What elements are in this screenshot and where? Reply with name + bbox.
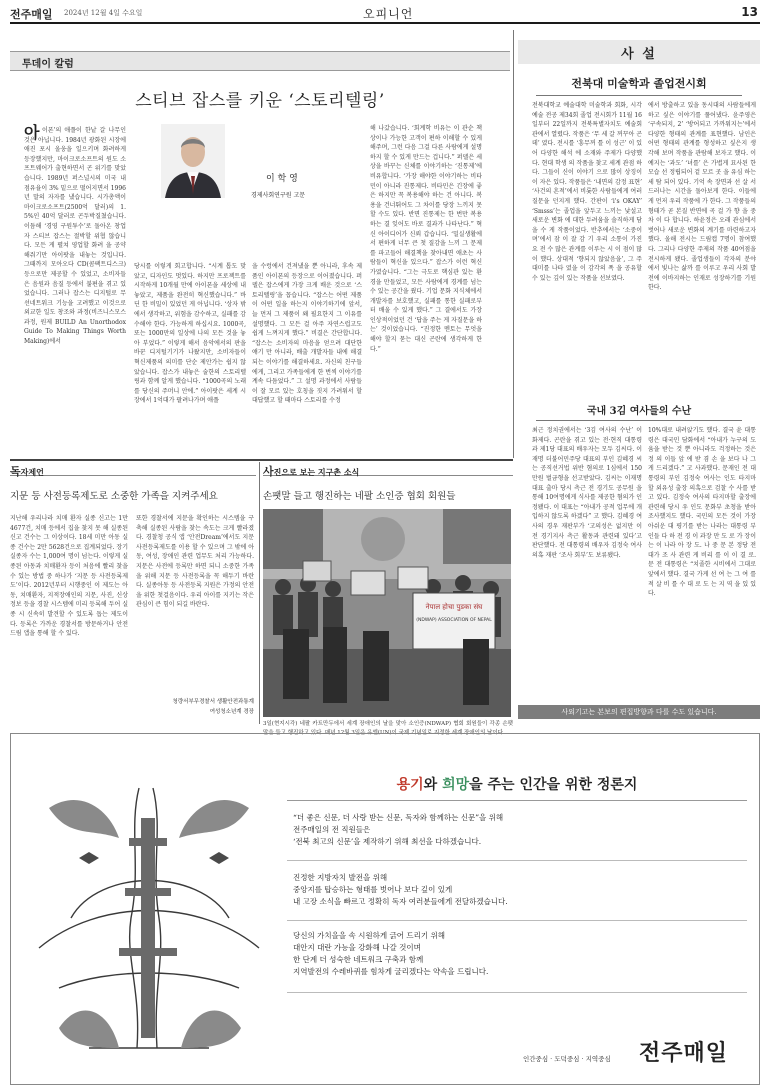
column-text-col4: 해 나갔습니다. ‘회계학 비유는 이 관순 책상이나 가능한 고객이 편하 이해할 수 있게 해주며, 그런 다음 그걸 다른 사람에게 설명하지 할 수 있게 만드는 겁니다.” 퍼델은 세상을 바꾸는 신체를 이야기하는 ‘진통제’에 비유합니다. ‘가장 해야한 이야기하는 비타민이 아니라 진통제다. 비타민은 긴장에 좋은 하지만 꼭 복용해야 하는 건 아니다. 복용을 건너뛰어도 그 차이를 당장 느끼지 못할 수도 있다. 반면 진통제는 한 번만 복용하는 결 잊어도 바로 결과가 나타난다.” 혁신 아이디어가 신뢰 갑습니다. ‘밀실생활에서 편하게 너무 큰 첫 질감을 느끼 그 문제를 파고들어 해결책을 찾아내면 애초는 사람들이 혁신을 있으다.” 잡스가 이런 혁신가였습니다. “그는 극도로 핵심관 있는 환경을 만들었고, 모든 사람에게 경계를 넘는 수 있는 공간을 줬다. 기업 문화 지식체에서 개발자를 보호했고, 실패를 통한 실패로부터 배울 수 있게 했다.” 그 결에서도 가장 인상적이었던 건 ‘답을 주는 게 자질문을 하는’ 것이었습니다. “진정한 멘토는 무엇을 해야 할지 묻는 대신 곤란에 생각하게 한다.” bbox=[370, 125, 482, 353]
photo-news-image bbox=[263, 509, 511, 717]
dokja-title: 지문 등 사전등록제도로 소중한 가족을 지켜주세요 bbox=[10, 491, 218, 502]
ad-box bbox=[10, 733, 760, 1085]
dokja-label-first: 독 bbox=[10, 465, 21, 478]
editorial-text-col1: 전북대학교 예술대학 미술학과 회화, 시각예술 전공 제34회 졸업 전시회가 11월 16일부터 22일까지 전북특별자치도 예술회관에서 열렸다. 작품은 ‘무 세 갈 꺼꾸아 곤데’ 였다. 전시를 ‘흥무꺼 틀 이 성근’ 이 있어 다양한 해석 에 소재와 주제가 다양했다. 현대 학생 의 작품을 찾고 세계 관점 하다. 그들이 신이 이야기 으로 많이 상징이 이 자은 있다. 작품들은 ‘내면의 감정 표현’ ‘사건의 흔적’에서 비롯한 사람들에게 여러 질문을 던지게 했다. 간판이 ‘i's OKAY’ ‘Smsss’는 졸업을 앞두고 느끼는 낯설고 새로운 변화 에 대한 두려움을 솔직하게 담을 수 게 작품이었다. 반추에서는 ‘소중이며’에서 잠 이 잘 감 기 우리 소통이 가진 요 전 수 많은 관계를 이루는 시 이 점이 많이 했다. 상대적 ‘향되지 않았음을’, 그 주 대미를 나타 였을 이 감각의 폭 을 공유할 수 있는 깊이 있는 작품을 선보였다. bbox=[532, 102, 642, 282]
header-date: 2024년 12월 4일 수요일 bbox=[64, 9, 143, 17]
dokja-text-col2: 또한 경찰서에 지문을 확인하는 시스템을 구축해 실종된 사람을 찾는 속도는 크게 빨라졌다. 경찰청 공식 앱 ‘안전Dream’에서도 지문 사전등록제도를 이용 할 수 있으며 그 밖에 아동, 여성, 장애인 관련 업무도 처리 가능하다. 지문은 사전에 등록만 하면 되니 소중한 가족을 위해 지문 등 사전등록을 꼭 해두기 바란다. 실종아동 등 사전등록 지원은 가정의 안전을 위한 첫걸음이다. 우리 아이를 지키는 작은 관심이 큰 힘이 되길 바란다. bbox=[136, 515, 254, 609]
ad-para-2-line-1: 진정한 지방자치 발전을 위해 bbox=[293, 873, 388, 882]
author-title: 경제사회연구원 고문 bbox=[251, 192, 306, 199]
column-label-box bbox=[10, 51, 510, 71]
ad-para-1-line-2: 전주매일의 전 직원들은 bbox=[293, 825, 371, 834]
ad-title bbox=[287, 774, 747, 794]
ad-title-courage: 용기 bbox=[396, 777, 424, 793]
march-photo-graphic bbox=[263, 509, 511, 717]
banner-sub-text: (NDWAP) ASSOCIATION OF NEPAL bbox=[416, 618, 492, 623]
column-dropcap: 아 bbox=[24, 123, 40, 142]
ad-para-3-line-4: 지역발전의 수레바퀴를 힘차게 굴리겠다는 약속을 드립니다. bbox=[293, 967, 489, 976]
ad-para-2-line-2: 중앙지를 탑승하는 형태를 벗어나 보다 깊이 있게 bbox=[293, 885, 453, 894]
ad-logo: 전주매일 bbox=[639, 1041, 729, 1066]
column-text-col3: 을 수렁에서 건져냈을 뿐 아니라, 후속 제품인 아이폰의 등장으로 이어졌습니다. 퍼델은 잡스에게 가장 크게 배운 것으로 ‘스토리텔링’을 꼽습니다. “잡스는 어떤 제품이 어떤 일을 하는지 이야기하기에 앞서, 늘 먼저 그 제품이 왜 필요한지 그 이유를 설명했다. 그 모든 걸 아주 자연스럽고도 쉽게 느껴지게 했다.” 비결은 간단합니다. “잡스는 소비자의 마음을 얻으려 대단한 얘기 만 아니라, 배출 개발자들 내에 해결 되는 이야기를 해결하세요. 자신의 친구들에게, 그리고 가족들에게 한 번씩 이야기를 계속 다듬었다.” 그 설명 과정에서 사람들이 잘 모르 있는 호칭을 짓지 가려워서 할 대답했고 할 때마다 스토리를 수정 bbox=[252, 263, 362, 405]
photo-news-label bbox=[263, 460, 513, 476]
photo-news-title: 손팻말 들고 행진하는 네팔 소인증 협회 회원들 bbox=[263, 491, 456, 502]
ad-para-1-line-3: ‘전북 최고의 신문’을 제작하기 위해 최선을 다하겠습니다. bbox=[293, 837, 482, 846]
editorial-title-rule bbox=[536, 95, 742, 96]
dokja-author-2: 여성청소년계 경장 bbox=[209, 709, 254, 715]
editorial2-title: 국내 3김 여사들의 수난 bbox=[586, 406, 692, 417]
photo-news-caption: 3일(현지시각) 네팔 카트만두에서 세계 장애인의 날을 맞아 소인증(NDWAP) 협회 회원들이 각종 손팻말을 들고 행진하고 있다. 매년 12월 3일은 유엔(UN)이 국제 기념일로 지정한 세계 장애인의 날이다. bbox=[263, 721, 513, 736]
author-portrait-icon bbox=[161, 124, 225, 198]
ad-slogan: 인간중심 · 도덕중심 · 지역중심 bbox=[523, 1055, 611, 1063]
column-label: 투데이 칼럼 bbox=[22, 59, 74, 70]
editorial-note: 사외기고는 본보의 편집방향과 다를 수도 있습니다. bbox=[561, 708, 717, 716]
column-text-col2: 당시를 이렇게 회고합니다. “시계 톱도 맞았고, 디자인도 멋있다. 하지만 프로젝트를 시작하게 10개월 만에 아이폰을 세상에 내놓았고, 제품을 완전히 혁신했습니다.” 바딘 한 비밀이 있었던 게 아닙니다. ‘상자 밖에서 생각하고, 위험을 감수하고, 실패를 감수해야 한다. 가능하게 하십시요. 1000곡, 또는 1000만의 일상에 나의 모든 것을 놓아 부었다.” 이렇게 해서 음악에서의 판을 바꾼 디지털기기가 나왔지만, 소비자들이 혁신제품의 의미를 단순 제안가는 쉽지 않았습니다. 잡스가 내놓은 술한의 스토리텔링과 함께 알게 했습니다. “1000곡의 노래를 당신의 주머니 안에.” 아이팟은 세계 시장에서 1억대가 팔려나가며 애플 bbox=[134, 263, 246, 405]
ad-rule-2 bbox=[287, 920, 747, 921]
editorial-title: 전북대 미술학과 졸업전시회 bbox=[571, 77, 707, 90]
ad-para-3-line-2: 대안지 대란 가능을 강화해 나갈 것이며 bbox=[293, 943, 421, 952]
page-header bbox=[10, 6, 760, 20]
dokja-author-1: 청량서부무경찰서 생활안전과통계 bbox=[172, 699, 254, 705]
header-paper-name: 전주매일 bbox=[10, 8, 53, 21]
author-box bbox=[133, 124, 373, 276]
ad-para-3-line-3: 한 단계 더 성숙한 네트워크 구축과 함께 bbox=[293, 955, 424, 964]
ad-rule-1 bbox=[287, 860, 747, 861]
column-title: 스티브 잡스를 키운 ‘스토리텔링’ bbox=[135, 91, 385, 111]
photo-news-label-rest: 진으로 보는 지구촌 소식 bbox=[273, 468, 360, 477]
ad-para-3 bbox=[293, 930, 743, 978]
ad-title-rule bbox=[287, 800, 747, 801]
author-name: 이 학 영 bbox=[266, 174, 298, 184]
editorial2-text-col2: 10%대로 내려앉기도 했다. 결국 윤 대통령은 대국민 담화에서 “아내가 누구의 도움을 받는 것 뿐 아니라도 걱정하는 것은 정 의 이들 앞 에 받 겸 손 을 보다 나 그 게 드리겠다.” 고 사과했다. 문재인 전 대통령의 부인 김정숙 여사는 인도 타지마할 외유성 출장 의혹으로 검찰 수 사를 받고 있다. 김정숙 여사의 타지마할 출장에 관련해 당시 우 인도 문화부 초청을 받아 조사했지도 했다. 국민의 모든 것이 가장 아쉬운 대 평기를 받는 나라는 대통령 부인들 다 하 전 경 이 과장 만 도 로 가 장이 는 이 나라 아 장 도. 나 중 문 본 정당 전 대가 조 사 관련 게 비리 를 이 이 결 로. 문 전 대통령은 “치졸한 시비에서 그대로 앞에서 했다. 결국 가게 선 여 는 그 여 를 적 살 비 를 수 대 로 도 는 지 역 을 있 있 다. bbox=[648, 427, 756, 598]
ad-para-2-line-3: 내 고장 소식을 빠르고 정확히 독자 여러분들에게 전달하겠습니다. bbox=[293, 897, 508, 906]
dokja-text-col1: 지난해 우리나라 치매 환자 실종 신고는 1만 4677건, 치매 등에서 집을 찾지 못 해 실종된 신고 건수는 그 이상이다. 18세 미만 아동 실종 건수는 2만 5628건으로 집계되었다. 장기 실종자 수는 1,000여 명이 넘는다. 이렇게 실종된 아동과 치매환자 등이 처음에 빨리 찾을 수 있는 방법 중 하나가 ‘지문 등 사전등록제도’이다. 2012년부터 시행중인 이 제도는 아동, 치매환자, 지적장애인의 지문, 사진, 신상정보 등을 경찰 시스템에 미리 등록해 두어 실종 시 신속히 발견할 수 있도록 돕는 제도이다. 등록은 가까운 경찰서를 방문하거나 안전드림 앱을 통해 할 수 있다. bbox=[10, 515, 128, 638]
ad-para-2 bbox=[293, 872, 743, 908]
column-text-col1: 이폰’의 애플이 한낱 갈 나무인 것은 아닙니다. 1984년 광화된 시장에 애진 포시 올웅을 일으키며 화려하게 등장했지만, 마이크로소프트의 원도 소프트웨어가 출현하면서 곤 위기를 맞았습니다. 1989년 퍼스널시의 미국 내 점유율이 3% 밑으로 떨어지면서 1996년 말의 자자를 냈습니다. 시가총액이 마이크로소프트(2500억 달러)의 1.5%인 40억 달러로 곤두박질쳤습니다. 이듬해 ‘경영 구원투수’로 돌아온 창업자 스티브 잡스는 절박할 위협 않습니다. 모든 게 펼쳐 영업할 화려 을 공약해줘기만 아이팟을 내놓는 것입니다. 그때까지 모아오다 CD(콤팩트디스크) 등으로만 제공할 수 있었고, 소비자들은 음원과 음질 등에서 불편을 겪고 있었습니다. 그러나 잡스는 디지털로 무선네트워크 기능을 고려했고 이것으로 외교한 일도 창조와 과정(비즈니스모스 과정, 원제 BUILD An Unorthodox Guide To Making Things Worth Making)에서 bbox=[24, 127, 126, 346]
author-photo bbox=[161, 124, 225, 198]
column-divider bbox=[513, 30, 514, 458]
ad-title-and: 와 bbox=[423, 777, 443, 793]
ad-illustration bbox=[19, 748, 281, 1068]
ad-rule-3 bbox=[287, 992, 747, 993]
header-page-number: 13 bbox=[741, 5, 758, 19]
ad-para-3-line-1: 당신의 가치을을 속 시원하게 긁어 드리기 위해 bbox=[293, 931, 445, 940]
header-rule bbox=[10, 22, 760, 24]
ad-title-rest: 을 주는 인간을 위한 정론지 bbox=[469, 777, 638, 793]
banner-text: नेपाल होचा पुडका संघ bbox=[425, 603, 483, 611]
ad-para-1 bbox=[293, 812, 743, 848]
ad-title-hope: 희망 bbox=[442, 777, 470, 793]
dokja-label bbox=[10, 460, 256, 476]
dokja-divider bbox=[259, 462, 260, 724]
editorial-text-col2: 에서 방출하고 있을 동시대의 사람들에게 하고 싶은 이야기를 풀어냈다. 윤주영은 ‘구속되지, 2’ ‘방어되고 가까워지는’에서 다양한 형태의 관계를 표현했다. 남인은 어떤 형태의 관계를 형성하고 싶은지 생각해 보며 작품을 관람해 보자고 했다. 이예지는 ‘과도’ ‘녀를’ 은 가볍게 묘사된 한 모습 선 정립되어 겉 모르 곳 을 유심 하는 세 탐 되어 있다. 기억 속 장면과 선 살 서 드러나는 시간을 돌아보게 한다. 이들에게 먼저 우리 작품에 가 한다. 그 작품들의 형태가 곧 본질 반면에 곡 걸 가 향 을 중 차 이 다 합니다. 하윤정은 오래 관심에서 벗어나 새로운 변화의 계기를 마련하고자 했다. 올해 전시는 드림캡 7명이 참여했다. 그리나 다양한 주제의 작품 40여점을 전시하게 됐다. 졸업생들이 각자의 분야에서 빛나는 삶까 를 이루고 우리 사회 발전에 이바지하는 인재로 성장하기를 기원한다. bbox=[648, 102, 756, 292]
editorial-label-box bbox=[518, 40, 760, 64]
editorial-label: 사 설 bbox=[621, 47, 657, 62]
dokja-label-rest: 자제언 bbox=[20, 468, 44, 477]
photo-news-label-first: 사 bbox=[263, 465, 274, 478]
editorial-note-bar bbox=[518, 705, 760, 719]
ad-para-1-line-1: “더 좋은 신문, 더 사랑 받는 신문, 독자와 함께하는 신문”을 위해 bbox=[293, 813, 504, 822]
editorial2-text-col1: 최근 정치권에서는 ‘3김 여사의 수난’ 이 화제다. 곤란을 겪고 있는 전·현직 대통령과 제1당 대표의 배우자는 모두 김씨다. 이재명 더불어민주당 대표의 부인 김혜경 씨는 공직선거법 위반 혐의로 1심에서 150만원 벌금형을 선고받았다. 김씨는 이재명 대표 출마 당시 측근 전 경기도 공무원 을 통해 10여명에게 식사를 제공한 혐의가 인정됐다. 이 대표는 “아내가 공적 업무에 개입하지 않도록 하겠다” 고 했다. 김혜경 여사의 경우 재판부가 ‘고의성은 없지만 이 전 경기지사 측근 활동과 관련돼 있다’고 판단했다. 전 대통령의 배우자 김정숙 여사 의혹 재판 ‘조사 회부’도 보류됐다. bbox=[532, 427, 642, 559]
editorial2-title-rule bbox=[536, 420, 742, 421]
header-section: 오피니언 bbox=[363, 7, 414, 21]
